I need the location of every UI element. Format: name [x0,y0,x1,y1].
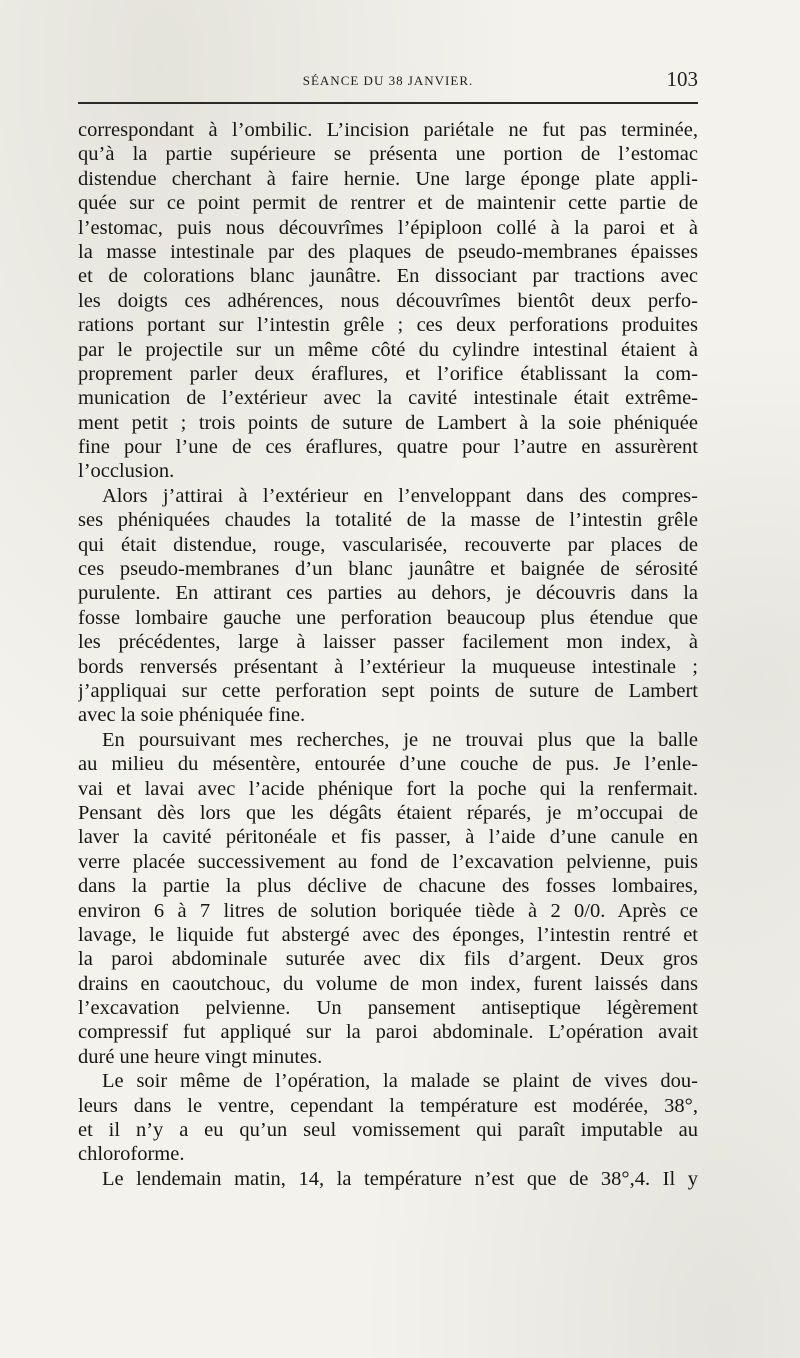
text-line: Le lendemain matin, 14, la température n’est que de 38°,4. Il y [102,1167,698,1190]
text-line: lavage, le liquide fut abstergé avec des éponges, l’intestin rentré et [78,923,698,946]
text-line: les doigts ces adhérences, nous découvrîmes bientôt deux perfo- [78,289,698,312]
text-line: l’estomac, puis nous découvrîmes l’épiploon collé à la paroi et à [78,216,698,239]
text-line: purulente. En attirant ces parties au dehors, je découvris dans la [78,582,698,605]
text-line: duré une heure vingt minutes. [78,1045,323,1068]
text-line: la paroi abdominale suturée avec dix fils d’argent. Deux gros [78,948,698,971]
text-line: fine pour l’une de ces éraflures, quatre pour l’autre en assurèrent [78,436,698,459]
text-line: laver la cavité péritonéale et fis passer, à l’aide d’une canule en [78,826,698,849]
text-line: proprement parler deux éraflures, et l’orifice établissant la com- [78,362,698,385]
text-line: j’appliquai sur cette perforation sept points de suture de Lambert [78,679,698,702]
text-line: verre placée successivement au fond de l’excavation pelvienne, puis [78,850,698,873]
text-line: munication de l’extérieur avec la cavité intestinale était extrême- [78,387,698,410]
body-text [78,118,698,1191]
text-line: qui était distendue, rouge, vascularisée, recouverte par places de [78,533,698,556]
text-line: correspondant à l’ombilic. L’incision pariétale ne fut pas terminée, [78,119,698,141]
text-line: les précédentes, large à laisser passer facilement mon index, à [78,631,698,654]
text-line: dans la partie la plus déclive de chacune des fosses lombaires, [78,875,698,898]
text-line: l’occlusion. [78,460,175,483]
text-line: qu’à la partie supérieure se présenta une portion de l’estomac [78,143,698,166]
text-line: quée sur ce point permit de rentrer et de maintenir cette partie de [78,192,698,215]
text-line: et de colorations blanc jaunâtre. En dissociant par tractions avec [78,265,698,288]
text-line: leurs dans le ventre, cependant la température est modérée, 38°, [78,1094,698,1117]
text-line: vai et lavai avec l’acide phénique fort la poche qui la renfermait. [78,777,698,800]
text-line: bords renversés présentant à l’extérieur la muqueuse intestinale ; [78,655,698,678]
text-line: ses phéniquées chaudes la totalité de la masse de l’intestin grêle [78,509,698,532]
text-line: En poursuivant mes recherches, je ne trouvai plus que la balle [102,728,698,751]
text-line: ces pseudo-membranes d’un blanc jaunâtre et baignée de sérosité [78,558,698,581]
text-line: Le soir même de l’opération, la malade se plaint de vives dou- [102,1070,698,1093]
text-line: au milieu du mésentère, entourée d’une couche de pus. Je l’enle- [78,753,698,776]
text-line: ment petit ; trois points de suture de Lambert à la soie phéniquée [78,411,698,434]
text-line: Pensant dès lors que les dégâts étaient réparés, je m’occupai de [78,801,698,824]
running-title: SÉANCE DU 38 JANVIER. [302,73,474,88]
text-line: chloroforme. [78,1143,185,1166]
text-line: la masse intestinale par des plaques de pseudo-membranes épaisses [78,240,698,263]
text-line: compressif fut appliqué sur la paroi abdominale. L’opération avait [78,1021,698,1044]
page-number: 103 [666,67,698,91]
text-line: rations portant sur l’intestin grêle ; ces deux perforations produites [78,314,698,337]
header-rule [78,102,698,104]
text-line: par le projectile sur un même côté du cylindre intestinal étaient à [78,338,698,361]
text-line: et il n’y a eu qu’un seul vomissement qui paraît imputable au [78,1119,698,1142]
text-line: Alors j’attirai à l’extérieur en l’enveloppant dans des compres- [102,484,698,507]
text-line: avec la soie phéniquée fine. [78,704,306,727]
text-line: fosse lombaire gauche une perforation beaucoup plus étendue que [78,606,698,629]
text-line: l’excavation pelvienne. Un pansement antiseptique légèrement [78,997,698,1020]
text-line: drains en caoutchouc, du volume de mon index, furent laissés dans [78,972,698,995]
page-header [78,67,698,93]
text-line: environ 6 à 7 litres de solution boriquée tiède à 2 0/0. Après ce [78,899,698,922]
text-line: distendue cherchant à faire hernie. Une large éponge plate appli- [78,167,698,190]
